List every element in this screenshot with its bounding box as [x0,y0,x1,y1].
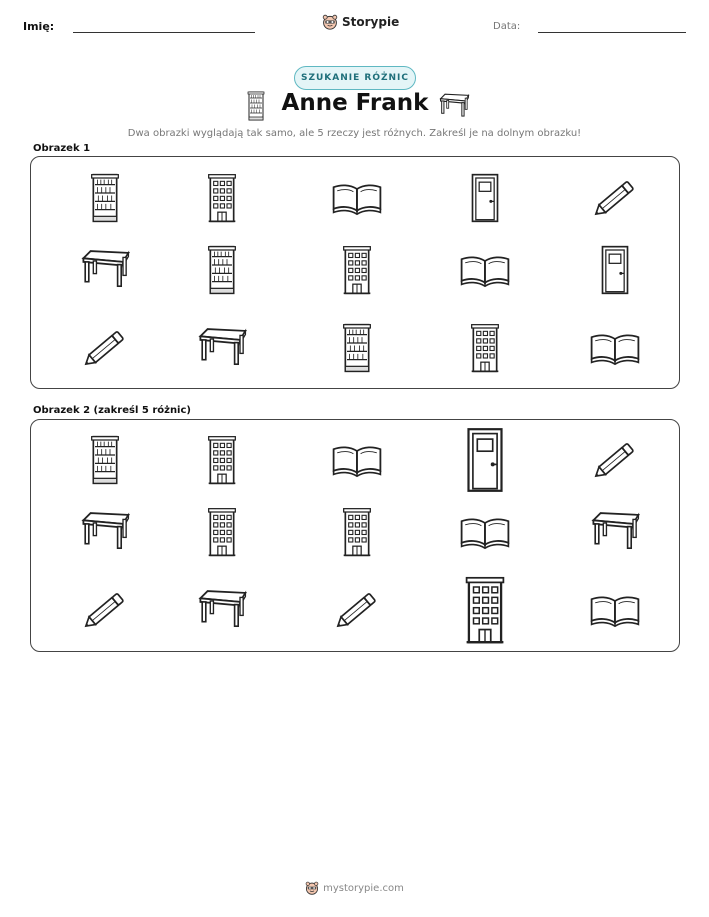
picture2-pencil-icon[interactable] [590,435,640,485]
picture1-building-icon [340,245,374,295]
title-bookshelf-icon [245,91,267,121]
picture2-table-icon[interactable] [78,509,132,555]
picture2-building-icon[interactable] [205,507,239,557]
picture1-table-icon [195,325,249,371]
picture1-book-icon [458,251,512,289]
picture1-pencil-icon [80,323,130,373]
name-label: Imię: [23,20,55,33]
picture2-book-icon[interactable] [588,591,642,629]
date-label: Data: [493,21,521,32]
date-field-line[interactable] [538,32,686,33]
picture2-book-icon[interactable] [458,513,512,551]
picture1-bookshelf-icon [205,245,239,295]
picture2-building-icon[interactable] [462,575,508,645]
name-field-line[interactable] [73,32,255,33]
picture2-building-icon[interactable] [205,435,239,485]
picture2-bookshelf-icon[interactable] [88,435,122,485]
picture1-bookshelf-icon [340,323,374,373]
activity-badge: SZUKANIE RÓŻNIC [294,66,416,90]
picture2-table-icon[interactable] [195,587,249,633]
footer [0,881,709,895]
picture1-door-icon [597,245,633,295]
title-table-icon [437,92,471,120]
picture1-bookshelf-icon [88,173,122,223]
mascot-icon [322,14,338,30]
footer-mascot-icon [305,881,319,895]
picture1-building-icon [205,173,239,223]
picture2-building-icon[interactable] [340,507,374,557]
page-title: Anne Frank [281,90,429,116]
picture2-label: Obrazek 2 (zakreśl 5 różnic) [33,405,191,416]
picture2-door-icon[interactable] [461,427,509,493]
picture1-book-icon [588,329,642,367]
footer-site: mystorypie.com [323,882,404,894]
brand-name: Storypie [342,15,400,29]
picture1-book-icon [330,179,384,217]
picture2-book-icon[interactable] [330,441,384,479]
picture2-pencil-icon[interactable] [80,585,130,635]
picture2-pencil-icon[interactable] [332,585,382,635]
instructions: Dwa obrazki wyglądają tak samo, ale 5 rzeczy jest różnych. Zakreśl je na dolnym obrazku! [127,128,582,139]
picture1-table-icon [78,247,132,293]
picture1-label: Obrazek 1 [33,143,91,154]
brand-logo [322,14,399,30]
picture1-building-icon [468,323,502,373]
picture1-door-icon [467,173,503,223]
picture2-table-icon[interactable] [588,509,642,555]
picture1-pencil-icon [590,173,640,223]
